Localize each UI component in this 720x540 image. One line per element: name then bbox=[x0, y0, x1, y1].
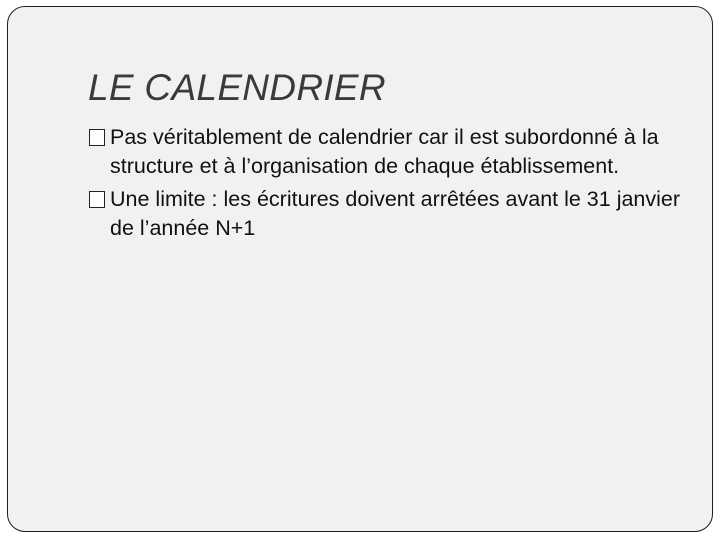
slide-frame bbox=[7, 6, 713, 532]
bullet-text-2: Une limite : les écritures doivent arrêtées avant le 31 janvier de l’année N+1 bbox=[110, 187, 681, 240]
slide-title: LE CALENDRIER bbox=[88, 67, 386, 108]
square-bullet-icon bbox=[89, 191, 105, 208]
square-bullet-icon bbox=[89, 129, 105, 146]
bullet-list bbox=[88, 123, 688, 247]
bullet-text-1: Pas véritablement de calendrier car il est subordonné à la structure et à l’organisation de chaque établissement. bbox=[110, 125, 659, 178]
bullet-item-1 bbox=[88, 123, 688, 181]
bullet-item-2 bbox=[88, 185, 688, 243]
